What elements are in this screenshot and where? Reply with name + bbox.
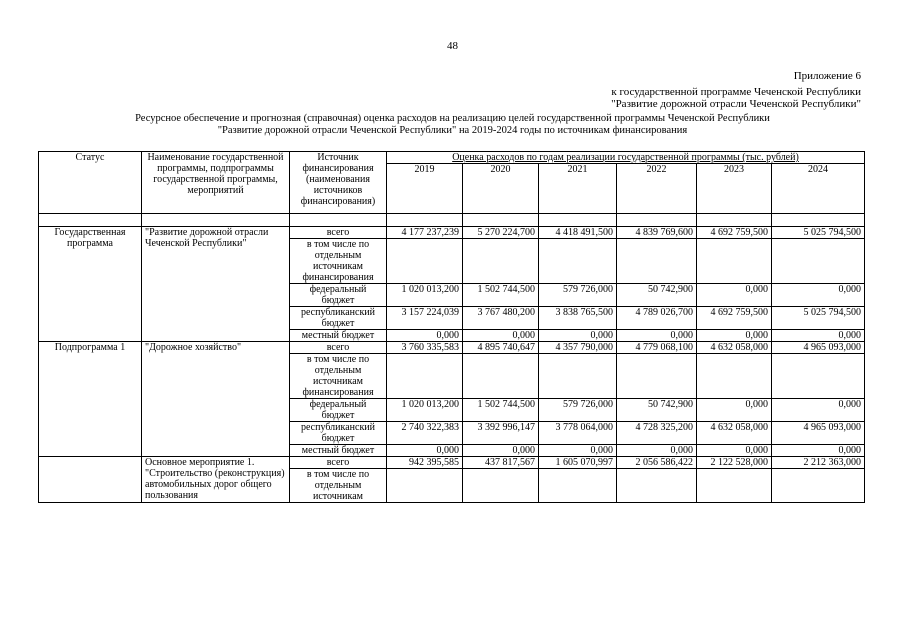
header-row	[39, 152, 865, 164]
value-cell: 1 020 013,200	[387, 399, 463, 422]
appendix-reference	[611, 86, 861, 110]
value-cell: 3 157 224,039	[387, 307, 463, 330]
value-cell: 4 779 068,100	[617, 342, 697, 354]
value-cell: 4 965 093,000	[772, 342, 865, 354]
value-cell: 0,000	[772, 445, 865, 457]
value-cell: 4 692 759,500	[697, 307, 772, 330]
value-cell: 4 357 790,000	[539, 342, 617, 354]
value-cell	[463, 469, 539, 503]
value-cell: 5 270 224,700	[463, 227, 539, 239]
budget-table-body	[39, 152, 865, 503]
value-cell	[697, 469, 772, 503]
header-estimate: Оценка расходов по годам реализации государственной программы (тыс. рублей)	[387, 152, 865, 164]
value-cell	[772, 469, 865, 503]
header-year-2024: 2024	[772, 164, 865, 214]
header-status: Статус	[39, 152, 142, 214]
value-cell: 0,000	[617, 330, 697, 342]
spacer-row	[39, 214, 865, 227]
source-cell: федеральный бюджет	[290, 399, 387, 422]
status-cell	[39, 457, 142, 503]
value-cell: 2 740 322,383	[387, 422, 463, 445]
value-cell: 0,000	[772, 284, 865, 307]
value-cell: 5 025 794,500	[772, 227, 865, 239]
value-cell: 4 692 759,500	[697, 227, 772, 239]
program-name-cell: "Развитие дорожной отрасли Чеченской Республики"	[142, 227, 290, 342]
value-cell	[617, 354, 697, 399]
value-cell	[697, 239, 772, 284]
status-cell: Государственная программа	[39, 227, 142, 342]
value-cell: 3 778 064,000	[539, 422, 617, 445]
value-cell: 0,000	[697, 330, 772, 342]
title-line-2: "Развитие дорожной отрасли Чеченской Республики" на 2019-2024 годы по источникам финансирования	[217, 125, 688, 136]
value-cell: 4 839 769,600	[617, 227, 697, 239]
table-row	[39, 227, 865, 239]
value-cell: 4 632 058,000	[697, 422, 772, 445]
value-cell: 437 817,567	[463, 457, 539, 469]
value-cell	[387, 354, 463, 399]
source-cell: республиканский бюджет	[290, 422, 387, 445]
value-cell	[463, 354, 539, 399]
program-name-cell: Основное мероприятие 1. "Строительство (реконструкция) автомобильных дорог общего пользования	[142, 457, 290, 503]
value-cell: 4 789 026,700	[617, 307, 697, 330]
source-cell: всего	[290, 227, 387, 239]
value-cell	[697, 354, 772, 399]
source-cell: местный бюджет	[290, 330, 387, 342]
value-cell: 0,000	[772, 399, 865, 422]
value-cell: 0,000	[539, 330, 617, 342]
header-year-2019: 2019	[387, 164, 463, 214]
budget-table	[38, 151, 865, 503]
table-row	[39, 457, 865, 469]
status-cell: Подпрограмма 1	[39, 342, 142, 457]
value-cell: 0,000	[697, 445, 772, 457]
source-cell: федеральный бюджет	[290, 284, 387, 307]
value-cell: 4 632 058,000	[697, 342, 772, 354]
value-cell: 0,000	[539, 445, 617, 457]
value-cell: 50 742,900	[617, 399, 697, 422]
source-cell: в том числе по отдельным источникам	[290, 469, 387, 503]
page-number: 48	[447, 40, 458, 52]
table-row	[39, 342, 865, 354]
value-cell: 1 020 013,200	[387, 284, 463, 307]
source-cell: всего	[290, 342, 387, 354]
header-year-2020: 2020	[463, 164, 539, 214]
document-title	[0, 113, 905, 137]
value-cell	[772, 354, 865, 399]
value-cell: 4 177 237,239	[387, 227, 463, 239]
value-cell	[539, 239, 617, 284]
value-cell: 2 056 586,422	[617, 457, 697, 469]
value-cell: 3 838 765,500	[539, 307, 617, 330]
value-cell: 3 760 335,583	[387, 342, 463, 354]
value-cell	[539, 469, 617, 503]
value-cell	[617, 239, 697, 284]
value-cell: 1 605 070,997	[539, 457, 617, 469]
title-line-1: Ресурсное обеспечение и прогнозная (справочная) оценка расходов на реализацию целей государственной программы Чеченской Республики	[135, 113, 770, 124]
program-name-cell: "Дорожное хозяйство"	[142, 342, 290, 457]
value-cell	[387, 239, 463, 284]
source-cell: местный бюджет	[290, 445, 387, 457]
value-cell	[617, 469, 697, 503]
value-cell: 50 742,900	[617, 284, 697, 307]
source-cell: всего	[290, 457, 387, 469]
value-cell: 579 726,000	[539, 284, 617, 307]
value-cell: 2 212 363,000	[772, 457, 865, 469]
value-cell: 0,000	[387, 445, 463, 457]
source-cell: республиканский бюджет	[290, 307, 387, 330]
value-cell: 4 728 325,200	[617, 422, 697, 445]
value-cell: 5 025 794,500	[772, 307, 865, 330]
value-cell: 0,000	[463, 330, 539, 342]
value-cell: 4 418 491,500	[539, 227, 617, 239]
header-year-2023: 2023	[697, 164, 772, 214]
appendix-label: Приложение 6	[793, 70, 861, 82]
value-cell	[539, 354, 617, 399]
header-year-2021: 2021	[539, 164, 617, 214]
value-cell: 0,000	[697, 399, 772, 422]
value-cell: 3 767 480,200	[463, 307, 539, 330]
header-name: Наименование государственной программы, подпрограммы государственной программы, мероприятий	[142, 152, 290, 214]
value-cell: 0,000	[697, 284, 772, 307]
value-cell: 0,000	[772, 330, 865, 342]
appendix-line-2: "Развитие дорожной отрасли Чеченской Республики"	[611, 98, 861, 110]
value-cell: 2 122 528,000	[697, 457, 772, 469]
value-cell: 942 395,585	[387, 457, 463, 469]
value-cell: 4 895 740,647	[463, 342, 539, 354]
value-cell: 4 965 093,000	[772, 422, 865, 445]
value-cell: 0,000	[387, 330, 463, 342]
value-cell: 0,000	[617, 445, 697, 457]
value-cell: 1 502 744,500	[463, 284, 539, 307]
value-cell	[387, 469, 463, 503]
source-cell: в том числе по отдельным источникам финансирования	[290, 239, 387, 284]
value-cell: 1 502 744,500	[463, 399, 539, 422]
source-cell: в том числе по отдельным источникам финансирования	[290, 354, 387, 399]
value-cell: 0,000	[463, 445, 539, 457]
header-source: Источник финансирования (наименования источников финансирования)	[290, 152, 387, 214]
header-year-2022: 2022	[617, 164, 697, 214]
appendix-line-1: к государственной программе Чеченской Республики	[611, 86, 861, 98]
value-cell	[463, 239, 539, 284]
value-cell	[772, 239, 865, 284]
value-cell: 3 392 996,147	[463, 422, 539, 445]
value-cell: 579 726,000	[539, 399, 617, 422]
